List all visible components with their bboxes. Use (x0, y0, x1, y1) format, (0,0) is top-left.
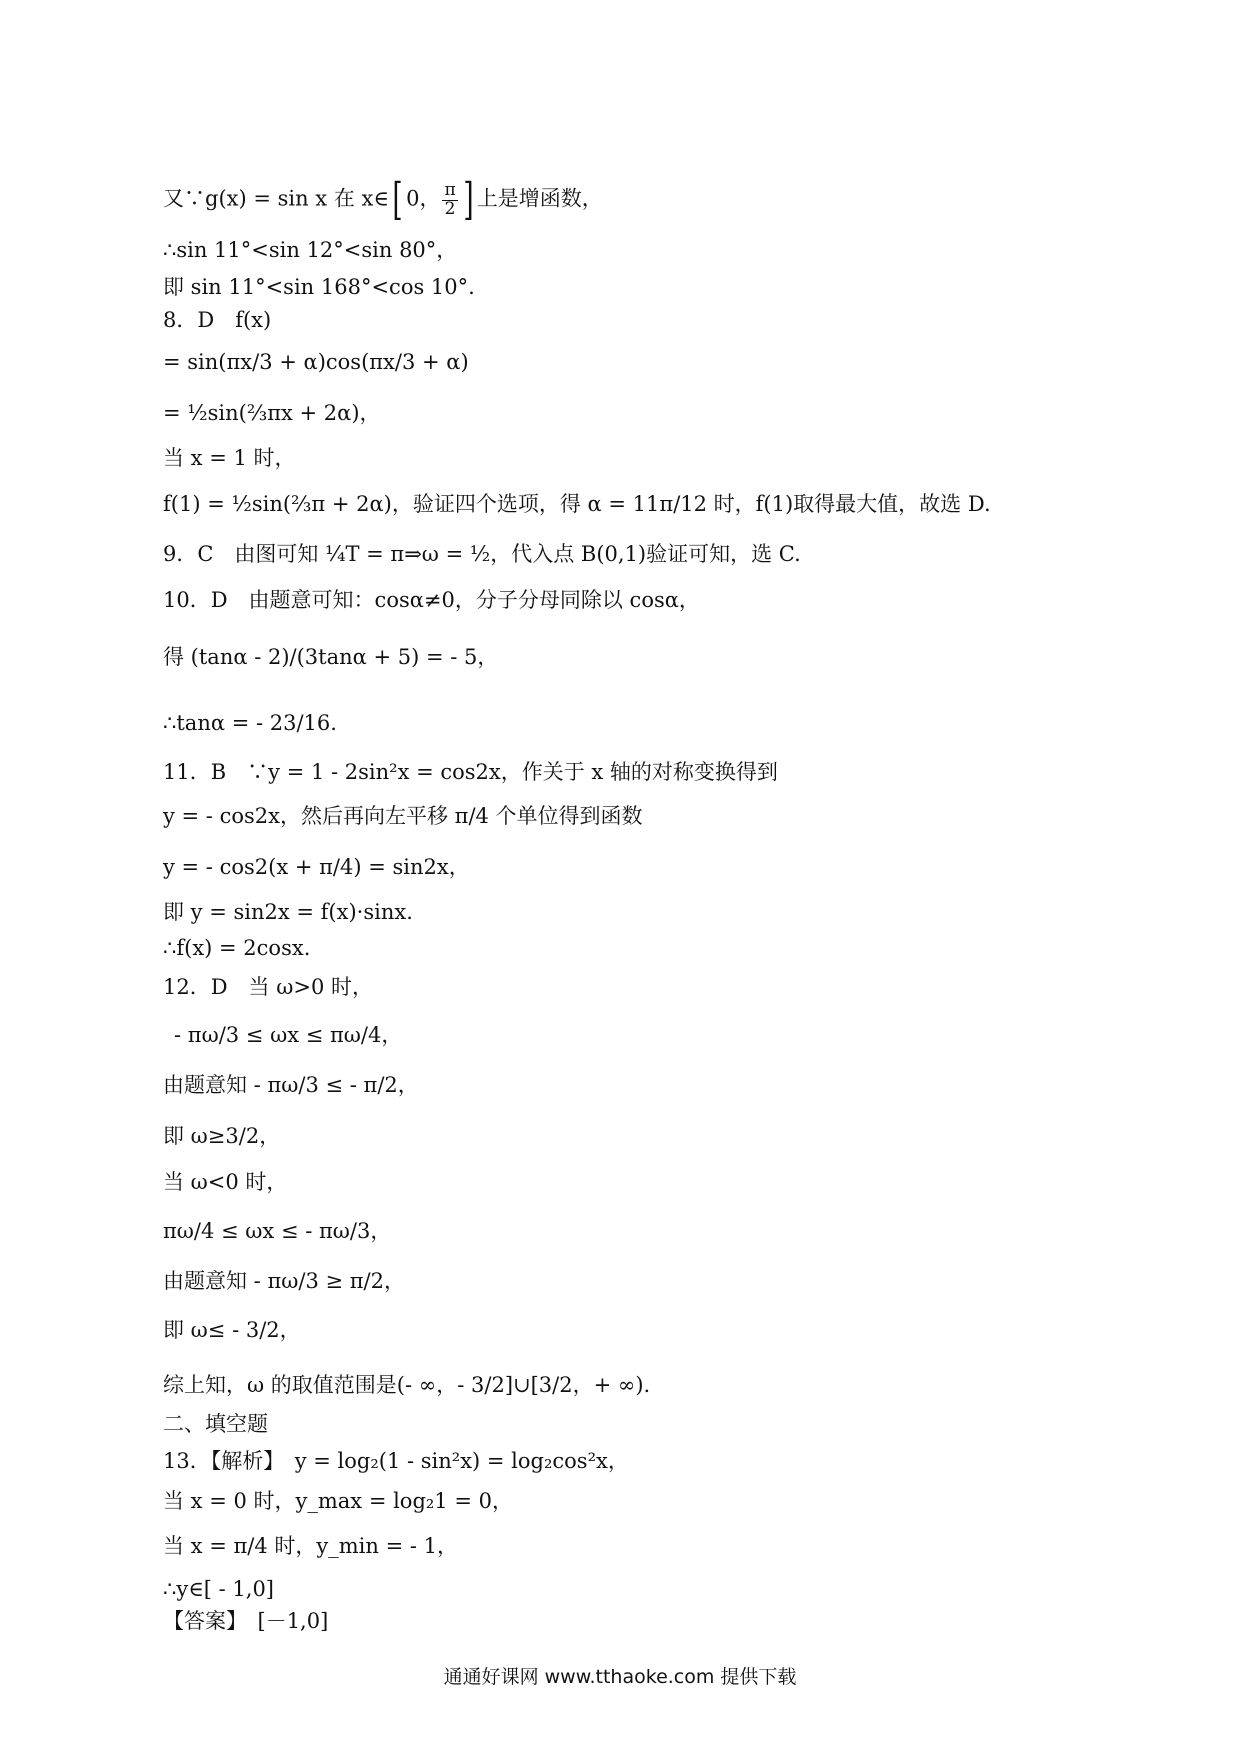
text-line: 13．【解析】 y = log₂(1 - sin²x) = log₂cos²x， (163, 1449, 629, 1473)
text-line: ∴sin 11°<sin 12°<sin 80°， (163, 238, 458, 262)
text-line: 即 ω≥3/2， (163, 1124, 281, 1148)
text-line: 12．D 当 ω>0 时， (163, 975, 373, 999)
text-line: πω/4 ≤ ωx ≤ - πω/3， (163, 1219, 392, 1243)
text-line: y = - cos2(x + π/4) = sin2x， (163, 855, 470, 879)
text-line: 当 x = 1 时， (163, 446, 296, 470)
line-text: 0， (406, 186, 441, 211)
text-line: ∴y∈[ - 1,0] (163, 1577, 274, 1601)
text-line: ∴tanα = - 23/16. (163, 711, 337, 735)
text-line: f(1) = ½sin(⅔π + 2α)，验证四个选项，得 α = 11π/12 时，f(1)取得最大值，故选 D. (163, 492, 991, 516)
text-line: 即 ω≤ - 3/2， (163, 1318, 301, 1342)
text-line: 即 y = sin2x = f(x)·sinx. (163, 900, 413, 924)
section-heading: 二、填空题 (163, 1412, 268, 1436)
text-line: 11．B ∵y = 1 - 2sin²x = cos2x，作关于 x 轴的对称变换得到 (163, 760, 778, 784)
text-line: 由题意知 - πω/3 ≥ π/2， (163, 1269, 405, 1293)
text-line: 8．D f(x) (163, 308, 272, 332)
text-line: = sin(πx/3 + α)cos(πx/3 + α) (163, 350, 469, 374)
text-line: 9．C 由图可知 ¼T = π⇒ω = ½，代入点 B(0,1)验证可知，选 C. (163, 542, 801, 566)
text-line: 当 x = π/4 时，y_min = - 1， (163, 1534, 458, 1558)
text-line: 又∵g(x) = sin x 在 x∈[ 0， $\frac{\pi}{2}$ ] 上是增函数， (163, 174, 603, 225)
page-footer: 通通好课网 www.tthaoke.com 提供下载 (443, 1666, 797, 1688)
answer-line: 【答案】 [－1,0] (163, 1609, 329, 1633)
text-line: 即 sin 11°<sin 168°<cos 10°. (163, 275, 475, 299)
text-line: y = - cos2x，然后再向左平移 π/4 个单位得到函数 (163, 804, 643, 828)
line-text: 又∵g(x) = sin x 在 x∈ (163, 186, 389, 211)
text-line: ∴f(x) = 2cosx. (163, 936, 311, 960)
text-line: 当 ω<0 时， (163, 1170, 288, 1194)
fraction: $\frac{\pi}{2}$ (444, 179, 456, 219)
text-line: 综上知，ω 的取值范围是(- ∞，- 3/2]∪[3/2，+ ∞). (163, 1373, 651, 1397)
text-line: 得 (tanα - 2)/(3tanα + 5) = - 5， (163, 645, 499, 669)
text-line: 由题意知 - πω/3 ≤ - π/2， (163, 1073, 419, 1097)
text-line: 10．D 由题意可知：cosα≠0，分子分母同除以 cosα， (163, 588, 700, 612)
text-line: 当 x = 0 时，y_max = log₂1 = 0， (163, 1489, 513, 1513)
text-line: - πω/3 ≤ ωx ≤ πω/4， (174, 1023, 403, 1047)
line-text: 上是增函数， (476, 186, 603, 211)
text-line: = ½sin(⅔πx + 2α)， (163, 401, 381, 425)
